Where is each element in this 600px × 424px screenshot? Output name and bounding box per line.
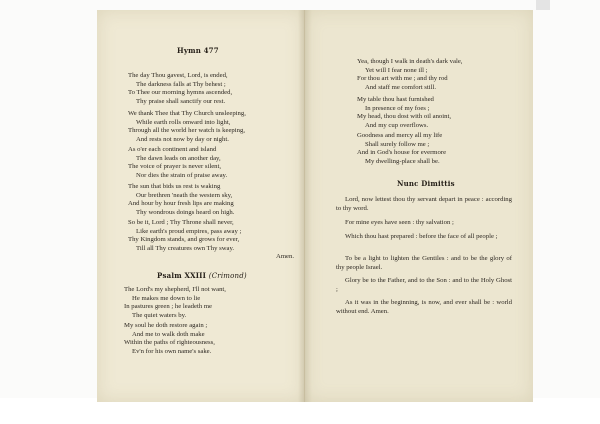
verse-line: For thou art with me ; and thy rod: [357, 75, 448, 83]
verse-line: And hour by hour fresh lips are making: [128, 200, 234, 208]
canticle-verse: Lord, now lettest thou thy servant depart in peace : according to thy word.: [336, 196, 512, 212]
hymn-title: Hymn 477: [177, 46, 219, 55]
verse-line: The quiet waters by.: [132, 311, 187, 319]
canticle-verse: To be a light to lighten the Gentiles : and to be the glory of thy people Israel.: [336, 255, 512, 271]
verse-line: And in God's house for evermore: [357, 149, 447, 157]
canticle-verse: As it was in the beginning, is now, and ever shall be : world without end. Amen.: [336, 299, 512, 315]
verse-line: In pastures green ; he leadeth me: [124, 303, 213, 311]
verse-line: In presence of my foes ;: [365, 104, 430, 112]
verse-line: Thy wondrous doings heard on high.: [136, 208, 235, 216]
canticle-verse: Glory be to the Father, and to the Son : and to the Holy Ghost ;: [336, 277, 512, 293]
psalm-stanza: [357, 132, 446, 166]
hymn-stanza: [128, 183, 234, 217]
verse-line: My table thou hast furnished: [357, 96, 434, 103]
hymn-stanza: [128, 219, 241, 253]
verse-line: Like earth's proud empires, pass away ;: [136, 227, 242, 235]
verse-line: Shall surely follow me ;: [365, 140, 430, 148]
verse-line: The sun that bids us rest is waking: [128, 183, 221, 190]
page-fold: [298, 10, 312, 402]
verse-line: The darkness falls at Thy behest ;: [136, 80, 226, 88]
verse-line: Yea, though I walk in death's dark vale,: [357, 58, 463, 65]
canticle-title: Nunc Dimittis: [397, 179, 455, 188]
scan-corner-mark: [536, 0, 550, 10]
hymn-stanza: [128, 146, 227, 180]
verse-line: Thy Kingdom stands, and grows for ever,: [128, 236, 240, 244]
hymn-amen: Amen.: [276, 253, 295, 260]
verse-line: The voice of prayer is never silent,: [128, 163, 222, 171]
verse-line: My head, thou dost with oil anoint,: [357, 113, 451, 121]
verse-line: We thank Thee that Thy Church unsleeping,: [128, 110, 246, 117]
verse-line: Nor dies the strain of praise away.: [136, 171, 228, 179]
verse-line: While earth rolls onward into light,: [136, 118, 231, 126]
verse-line: My soul he doth restore again ;: [124, 322, 208, 329]
verse-line: The Lord's my shepherd, I'll not want,: [124, 286, 226, 293]
verse-line: As o'er each continent and island: [128, 146, 217, 153]
psalm-tune: (Crimond): [208, 272, 247, 280]
verse-line: To Thee our morning hymns ascended,: [128, 89, 233, 97]
verse-line: Our brethren 'neath the western sky,: [136, 191, 233, 199]
hymn-stanza: [128, 110, 246, 144]
verse-line: My dwelling-place shall be.: [365, 157, 440, 165]
psalm-title-text: Psalm XXIII: [157, 271, 207, 280]
canticle-verse: For mine eyes have seen : thy salvation ;: [345, 219, 454, 226]
verse-line: Till all Thy creatures own Thy sway.: [136, 244, 235, 252]
psalm-stanza: [357, 96, 451, 130]
verse-line: The dawn leads on another day,: [136, 154, 221, 162]
verse-line: Ev'n for his own name's sake.: [132, 347, 212, 355]
verse-line: Thy praise shall sanctify our rest.: [136, 97, 226, 105]
verse-line: Through all the world her watch is keeping,: [128, 127, 245, 135]
verse-line: Yet will I fear none ill ;: [365, 66, 428, 74]
verse-line: Within the paths of righteousness,: [124, 339, 215, 347]
verse-line: He makes me down to lie: [132, 294, 201, 302]
verse-line: And me to walk doth make: [132, 330, 205, 338]
verse-line: The day Thou gavest, Lord, is ended,: [128, 72, 228, 79]
psalm-stanza: [124, 286, 226, 320]
psalm-stanza: [357, 58, 462, 92]
verse-line: So be it, Lord ; Thy Throne shall never,: [128, 219, 234, 226]
psalm-title: [157, 271, 247, 280]
hymn-stanza: [128, 72, 232, 106]
verse-line: And staff me comfort still.: [365, 83, 437, 91]
verse-line: Goodness and mercy all my life: [357, 132, 443, 139]
canticle-verse: Which thou hast prepared : before the face of all people ;: [345, 233, 498, 240]
verse-line: And my cup overflows.: [365, 121, 429, 129]
verse-line: And rests not now by day or night.: [136, 135, 229, 143]
psalm-stanza: [124, 322, 215, 356]
